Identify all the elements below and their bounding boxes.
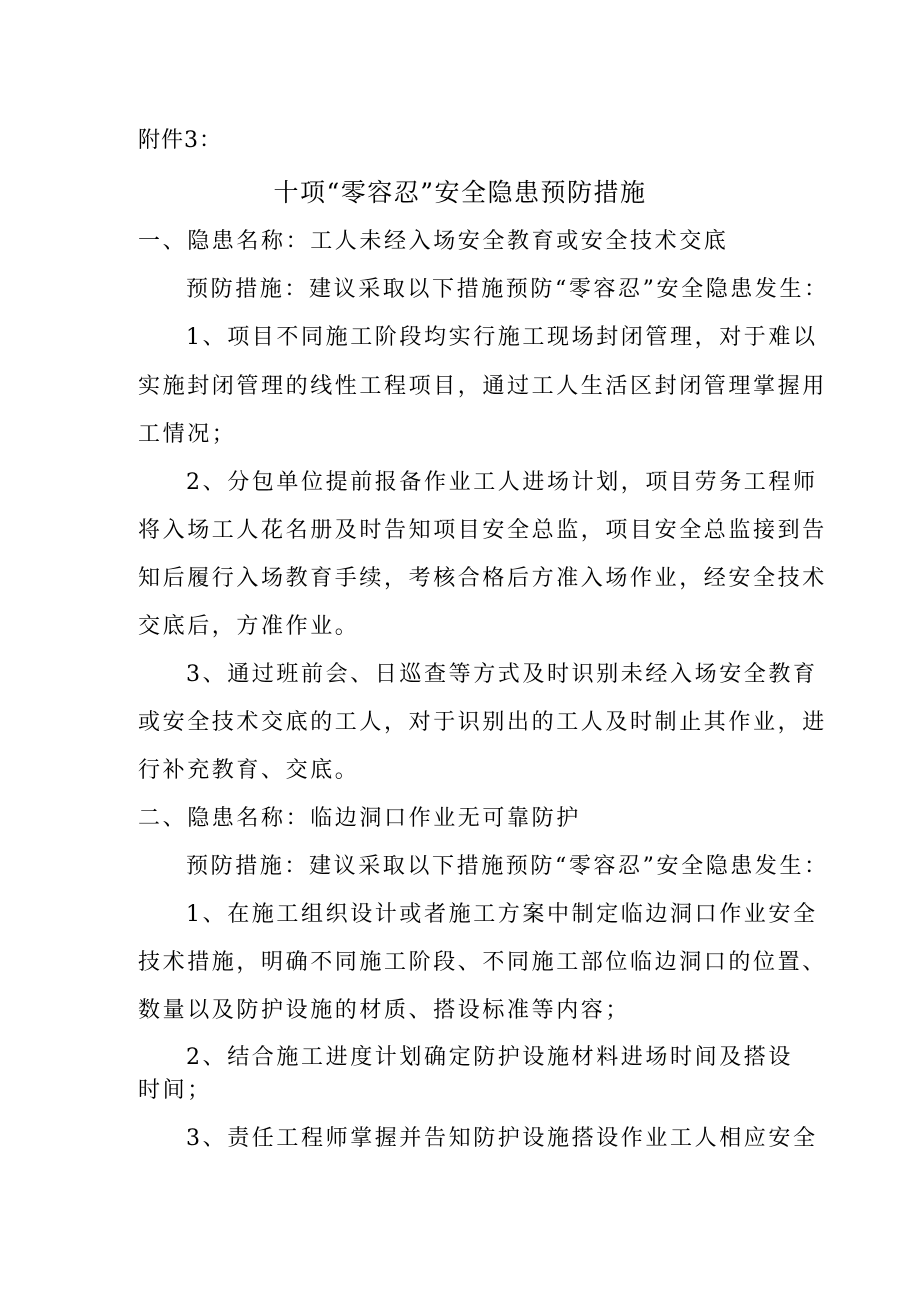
- section-2-item-3-line-1: 3、责任工程师掌握并告知防护设施搭设作业工人相应安全: [186, 1126, 818, 1151]
- section-2-item-2-line-2: 时间；: [138, 1078, 212, 1103]
- section-1-item-3-line-2: 或安全技术交底的工人，对于识别出的工人及时制止其作业，进: [138, 710, 827, 735]
- section-2-intro: 预防措施：建议采取以下措施预防“零容忍”安全隐患发生：: [186, 854, 829, 879]
- section-2-heading: 二、隐患名称：临边洞口作业无可靠防护: [138, 806, 581, 831]
- document-title: 十项“零容忍”安全隐患预防措施: [273, 178, 647, 207]
- section-1-item-2-line-3: 知后履行入场教育手续，考核合格后方准入场作业，经安全技术: [138, 566, 827, 591]
- section-1-item-2-line-1: 2、分包单位提前报备作业工人进场计划，项目劳务工程师: [186, 470, 818, 495]
- section-1-intro: 预防措施：建议采取以下措施预防“零容忍”安全隐患发生：: [186, 277, 829, 302]
- section-2-item-2-line-1: 2、结合施工进度计划确定防护设施材料进场时间及搭设: [186, 1045, 793, 1070]
- section-1-item-1-line-3: 工情况；: [138, 422, 237, 447]
- section-1-item-2-line-4: 交底后，方准作业。: [138, 614, 360, 639]
- section-1-item-3-line-1: 3、通过班前会、日巡查等方式及时识别未经入场安全教育: [186, 662, 818, 687]
- section-1-item-2-line-2: 将入场工人花名册及时告知项目安全总监，项目安全总监接到告: [138, 518, 827, 543]
- section-1-item-1-line-1: 1、项目不同施工阶段均实行施工现场封闭管理，对于难以: [186, 325, 818, 350]
- section-2-item-1-line-3: 数量以及防护设施的材质、搭设标准等内容；: [138, 998, 631, 1023]
- section-1-item-3-line-3: 行补充教育、交底。: [138, 758, 360, 783]
- section-1-heading: 一、隐患名称：工人未经入场安全教育或安全技术交底: [138, 229, 729, 254]
- section-2-item-1-line-2: 技术措施，明确不同施工阶段、不同施工部位临边洞口的位置、: [138, 950, 827, 975]
- section-1-item-1-line-2: 实施封闭管理的线性工程项目，通过工人生活区封闭管理掌握用: [138, 374, 827, 399]
- attachment-label: 附件3：: [138, 128, 222, 153]
- section-2-item-1-line-1: 1、在施工组织设计或者施工方案中制定临边洞口作业安全: [186, 902, 818, 927]
